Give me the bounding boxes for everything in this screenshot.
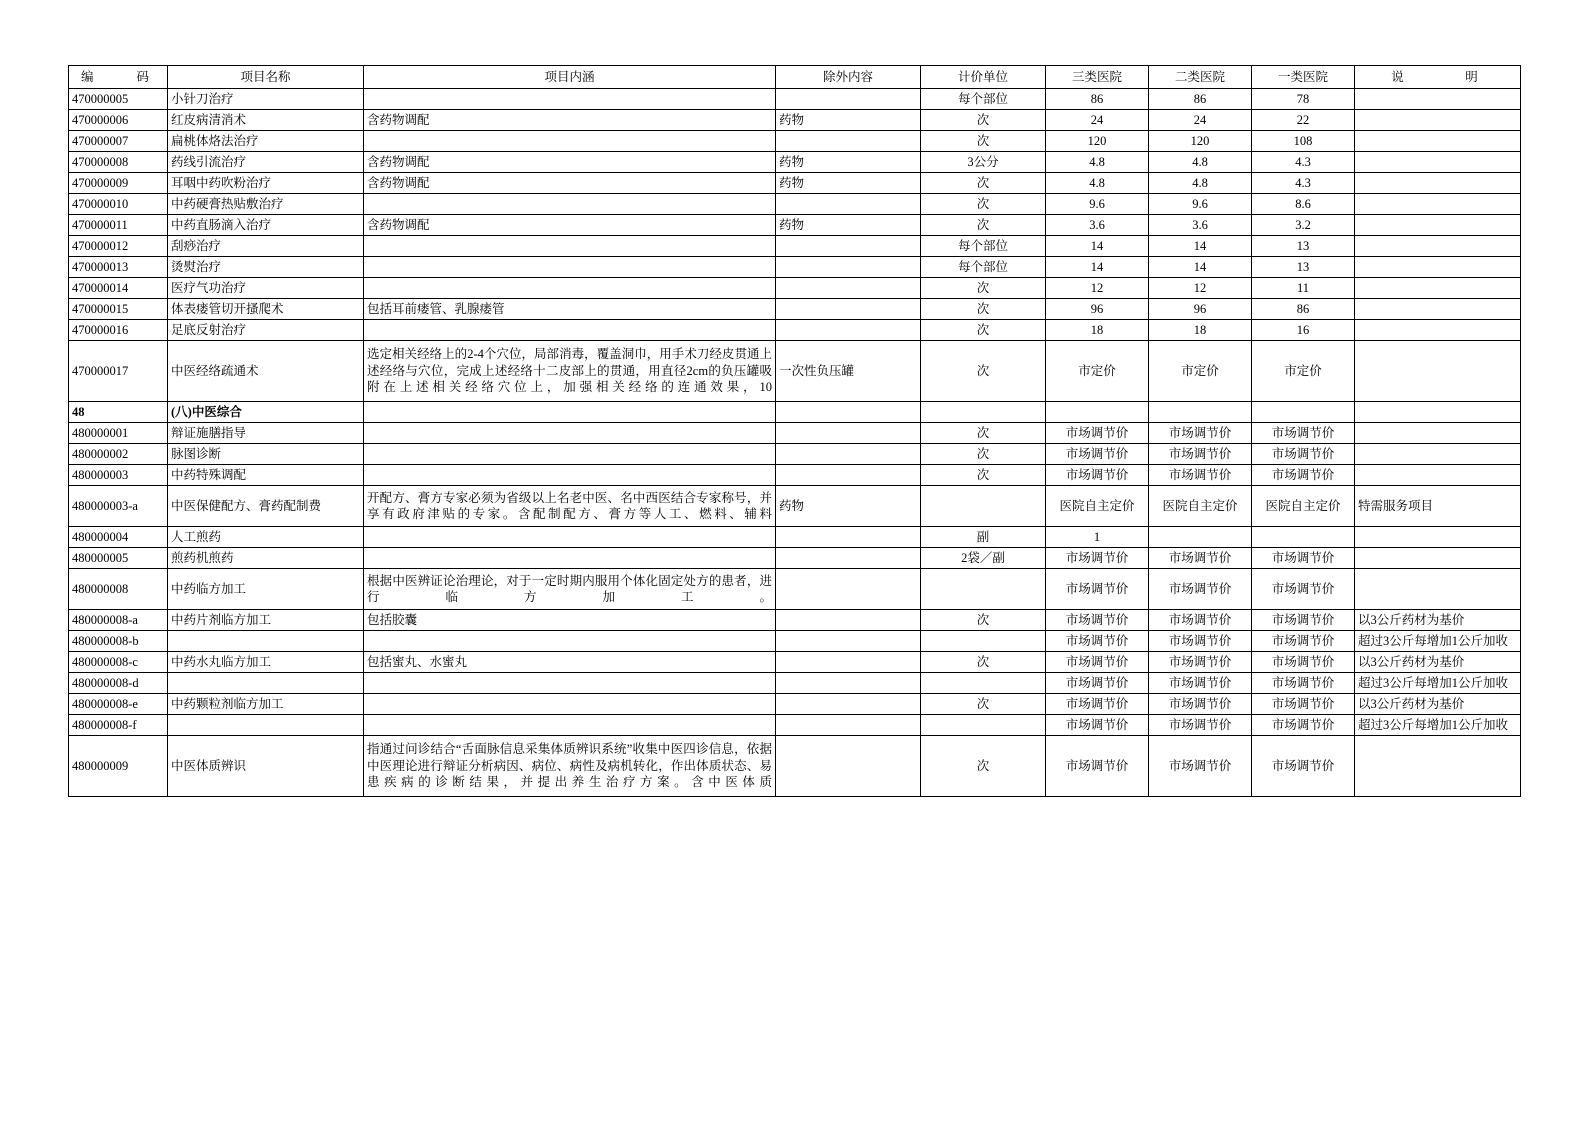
cell-code: 480000009 (69, 736, 168, 797)
cell-connotation (364, 715, 776, 736)
cell-note (1355, 444, 1521, 465)
cell-connotation: 包括胶囊 (364, 610, 776, 631)
cell-note (1355, 131, 1521, 152)
cell-tier3-price: 市场调节价 (1046, 610, 1149, 631)
cell-note (1355, 423, 1521, 444)
cell-note (1355, 299, 1521, 320)
cell-unit: 次 (921, 694, 1046, 715)
cell-code: 480000008-f (69, 715, 168, 736)
cell-code: 470000007 (69, 131, 168, 152)
cell-tier2-price: 14 (1149, 236, 1252, 257)
cell-connotation (364, 423, 776, 444)
cell-note (1355, 320, 1521, 341)
cell-exclusion (776, 694, 921, 715)
cell-tier2-price: 市场调节价 (1149, 569, 1252, 610)
cell-note: 超过3公斤每增加1公斤加收 (1355, 673, 1521, 694)
cell-note: 超过3公斤每增加1公斤加收 (1355, 715, 1521, 736)
cell-code: 470000014 (69, 278, 168, 299)
cell-code: 470000012 (69, 236, 168, 257)
cell-tier1-price: 22 (1252, 110, 1355, 131)
cell-exclusion (776, 465, 921, 486)
cell-tier3-price: 96 (1046, 299, 1149, 320)
cell-tier1-price: 市场调节价 (1252, 465, 1355, 486)
cell-exclusion (776, 652, 921, 673)
cell-name: 扁桃体烙法治疗 (168, 131, 364, 152)
cell-exclusion (776, 548, 921, 569)
table-row (69, 652, 1521, 673)
cell-code: 480000003-a (69, 486, 168, 527)
cell-unit (921, 715, 1046, 736)
cell-tier2-price: 18 (1149, 320, 1252, 341)
cell-tier1-price: 4.3 (1252, 152, 1355, 173)
cell-exclusion (776, 736, 921, 797)
cell-tier2-price: 市场调节价 (1149, 548, 1252, 569)
cell-code: 470000015 (69, 299, 168, 320)
cell-code: 480000008-e (69, 694, 168, 715)
cell-code: 480000003 (69, 465, 168, 486)
cell-tier2-price: 市场调节价 (1149, 465, 1252, 486)
cell-tier1-price: 78 (1252, 89, 1355, 110)
cell-exclusion (776, 131, 921, 152)
cell-connotation (364, 320, 776, 341)
cell-note (1355, 569, 1521, 610)
cell-tier1-price: 16 (1252, 320, 1355, 341)
cell-code: 480000008 (69, 569, 168, 610)
table-row (69, 548, 1521, 569)
cell-connotation (364, 257, 776, 278)
cell-code: 480000008-d (69, 673, 168, 694)
cell-connotation (364, 444, 776, 465)
cell-connotation: 包括耳前瘘管、乳腺瘘管 (364, 299, 776, 320)
cell-unit: 次 (921, 465, 1046, 486)
cell-code: 48 (69, 402, 168, 423)
cell-name: 中药特殊调配 (168, 465, 364, 486)
cell-name: 中药颗粒剂临方加工 (168, 694, 364, 715)
cell-code: 480000002 (69, 444, 168, 465)
cell-tier3-price: 14 (1046, 257, 1149, 278)
cell-tier3-price: 市场调节价 (1046, 694, 1149, 715)
cell-connotation (364, 465, 776, 486)
cell-name: 耳咽中药吹粉治疗 (168, 173, 364, 194)
cell-tier2-price: 市定价 (1149, 341, 1252, 402)
cell-tier1-price: 市场调节价 (1252, 694, 1355, 715)
cell-note (1355, 402, 1521, 423)
table-row (69, 715, 1521, 736)
cell-connotation: 指通过问诊结合“舌面脉信息采集体质辨识系统”收集中医四诊信息，依据中医理论进行辩证分析病因、病位、病性及病机转化，作出体质状态、易患疾病的诊断结果，并提出养生治疗方案。含中医体质 (364, 736, 776, 797)
table-row (69, 694, 1521, 715)
cell-exclusion: 药物 (776, 486, 921, 527)
cell-tier3-price: 市场调节价 (1046, 423, 1149, 444)
cell-exclusion (776, 89, 921, 110)
cell-code: 470000008 (69, 152, 168, 173)
cell-exclusion: 药物 (776, 215, 921, 236)
cell-note: 以3公斤药材为基价 (1355, 652, 1521, 673)
cell-tier2-price: 市场调节价 (1149, 423, 1252, 444)
cell-connotation: 根据中医辨证论治理论，对于一定时期内服用个体化固定处方的患者，进行临方加工。 (364, 569, 776, 610)
table-row (69, 236, 1521, 257)
cell-unit: 次 (921, 278, 1046, 299)
table-row (69, 736, 1521, 797)
cell-name: 脉图诊断 (168, 444, 364, 465)
table-row (69, 631, 1521, 652)
cell-tier2-price: 96 (1149, 299, 1252, 320)
cell-note: 特需服务项目 (1355, 486, 1521, 527)
cell-connotation (364, 631, 776, 652)
cell-exclusion (776, 673, 921, 694)
cell-connotation (364, 694, 776, 715)
cell-tier2-price: 市场调节价 (1149, 673, 1252, 694)
cell-unit: 次 (921, 652, 1046, 673)
cell-exclusion (776, 320, 921, 341)
cell-note (1355, 194, 1521, 215)
cell-name: 人工煎药 (168, 527, 364, 548)
cell-exclusion (776, 423, 921, 444)
cell-tier3-price: 市定价 (1046, 341, 1149, 402)
cell-tier1-price: 3.2 (1252, 215, 1355, 236)
cell-note: 超过3公斤每增加1公斤加收 (1355, 631, 1521, 652)
cell-tier3-price: 市场调节价 (1046, 715, 1149, 736)
cell-code: 480000004 (69, 527, 168, 548)
cell-exclusion (776, 236, 921, 257)
cell-connotation: 含药物调配 (364, 215, 776, 236)
cell-name: 中药水丸临方加工 (168, 652, 364, 673)
cell-connotation (364, 673, 776, 694)
cell-tier2-price: 14 (1149, 257, 1252, 278)
cell-tier2-price: 86 (1149, 89, 1252, 110)
cell-tier1-price: 市场调节价 (1252, 423, 1355, 444)
cell-name: 辩证施膳指导 (168, 423, 364, 444)
cell-exclusion (776, 527, 921, 548)
cell-tier1-price (1252, 402, 1355, 423)
cell-tier2-price: 12 (1149, 278, 1252, 299)
table-row (69, 299, 1521, 320)
table-row (69, 486, 1521, 527)
cell-tier3-price: 4.8 (1046, 173, 1149, 194)
cell-exclusion (776, 194, 921, 215)
cell-name (168, 673, 364, 694)
cell-unit: 次 (921, 194, 1046, 215)
table-row (69, 673, 1521, 694)
cell-tier1-price: 市场调节价 (1252, 652, 1355, 673)
cell-tier3-price: 12 (1046, 278, 1149, 299)
cell-tier1-price: 11 (1252, 278, 1355, 299)
cell-connotation (364, 278, 776, 299)
cell-name: 体表瘘管切开搔爬术 (168, 299, 364, 320)
medical-price-table (68, 65, 1521, 797)
cell-tier2-price: 市场调节价 (1149, 631, 1252, 652)
cell-code: 480000001 (69, 423, 168, 444)
cell-code: 480000008-b (69, 631, 168, 652)
header-note: 说 明 (1355, 66, 1521, 89)
cell-exclusion (776, 631, 921, 652)
cell-connotation: 开配方、膏方专家必须为省级以上名老中医、名中西医结合专家称号，并享有政府津贴的专家。含配制配方、膏方等人工、燃料、辅料 (364, 486, 776, 527)
cell-note (1355, 110, 1521, 131)
cell-tier3-price: 市场调节价 (1046, 736, 1149, 797)
cell-unit (921, 402, 1046, 423)
cell-note (1355, 89, 1521, 110)
cell-exclusion (776, 402, 921, 423)
cell-unit: 次 (921, 320, 1046, 341)
table-row (69, 341, 1521, 402)
cell-tier2-price: 市场调节价 (1149, 610, 1252, 631)
cell-note (1355, 278, 1521, 299)
cell-note (1355, 341, 1521, 402)
table-header (69, 66, 1521, 89)
cell-tier1-price: 医院自主定价 (1252, 486, 1355, 527)
cell-tier3-price: 市场调节价 (1046, 548, 1149, 569)
cell-note (1355, 736, 1521, 797)
cell-name: 煎药机煎药 (168, 548, 364, 569)
table-row (69, 173, 1521, 194)
cell-exclusion (776, 257, 921, 278)
cell-tier3-price: 120 (1046, 131, 1149, 152)
header-exclusion: 除外内容 (776, 66, 921, 89)
cell-exclusion (776, 610, 921, 631)
cell-unit: 次 (921, 215, 1046, 236)
cell-tier1-price: 8.6 (1252, 194, 1355, 215)
cell-tier1-price (1252, 527, 1355, 548)
cell-exclusion (776, 299, 921, 320)
cell-unit: 次 (921, 736, 1046, 797)
cell-note (1355, 548, 1521, 569)
cell-connotation (364, 236, 776, 257)
cell-tier3-price: 86 (1046, 89, 1149, 110)
table-row (69, 423, 1521, 444)
table-row (69, 320, 1521, 341)
cell-tier2-price: 4.8 (1149, 152, 1252, 173)
header-row (69, 66, 1521, 89)
cell-tier2-price: 市场调节价 (1149, 694, 1252, 715)
header-tier1: 一类医院 (1252, 66, 1355, 89)
cell-name: 中医保健配方、膏药配制费 (168, 486, 364, 527)
cell-tier1-price: 市场调节价 (1252, 673, 1355, 694)
cell-name: 中药临方加工 (168, 569, 364, 610)
cell-name: 药线引流治疗 (168, 152, 364, 173)
cell-exclusion: 一次性负压罐 (776, 341, 921, 402)
table-row (69, 465, 1521, 486)
cell-note (1355, 257, 1521, 278)
cell-unit: 次 (921, 444, 1046, 465)
cell-unit: 次 (921, 423, 1046, 444)
cell-note: 以3公斤药材为基价 (1355, 610, 1521, 631)
cell-unit (921, 673, 1046, 694)
cell-code: 470000009 (69, 173, 168, 194)
cell-name (168, 631, 364, 652)
cell-unit: 副 (921, 527, 1046, 548)
table-row (69, 110, 1521, 131)
cell-tier3-price: 3.6 (1046, 215, 1149, 236)
cell-note (1355, 236, 1521, 257)
cell-unit: 2袋／副 (921, 548, 1046, 569)
header-connotation: 项目内涵 (364, 66, 776, 89)
cell-name: 中医经络疏通术 (168, 341, 364, 402)
table-row (69, 194, 1521, 215)
cell-tier3-price: 1 (1046, 527, 1149, 548)
cell-note: 以3公斤药材为基价 (1355, 694, 1521, 715)
cell-connotation: 选定相关经络上的2-4个穴位，局部消毒，覆盖洞巾，用手术刀经皮贯通上述经络与穴位，完成上述经络十二皮部上的贯通，用直径2cm的负压罐吸附在上述相关经络穴位上，加强相关经络的连通效果，10 (364, 341, 776, 402)
cell-unit (921, 486, 1046, 527)
cell-note (1355, 215, 1521, 236)
cell-exclusion (776, 715, 921, 736)
cell-unit: 次 (921, 341, 1046, 402)
cell-unit: 次 (921, 173, 1046, 194)
cell-tier1-price: 108 (1252, 131, 1355, 152)
cell-exclusion: 药物 (776, 173, 921, 194)
cell-code: 470000010 (69, 194, 168, 215)
cell-code: 480000008-c (69, 652, 168, 673)
cell-connotation: 包括蜜丸、水蜜丸 (364, 652, 776, 673)
header-tier3: 三类医院 (1046, 66, 1149, 89)
cell-unit (921, 569, 1046, 610)
cell-tier3-price: 医院自主定价 (1046, 486, 1149, 527)
cell-unit: 每个部位 (921, 236, 1046, 257)
cell-code: 470000005 (69, 89, 168, 110)
cell-code: 480000005 (69, 548, 168, 569)
table-row (69, 89, 1521, 110)
cell-connotation: 含药物调配 (364, 173, 776, 194)
cell-tier3-price: 市场调节价 (1046, 673, 1149, 694)
cell-connotation (364, 89, 776, 110)
cell-note (1355, 465, 1521, 486)
cell-tier2-price: 24 (1149, 110, 1252, 131)
cell-name: (八)中医综合 (168, 402, 364, 423)
cell-tier1-price: 4.3 (1252, 173, 1355, 194)
header-tier2: 二类医院 (1149, 66, 1252, 89)
cell-unit: 次 (921, 299, 1046, 320)
cell-name (168, 715, 364, 736)
cell-tier1-price: 13 (1252, 236, 1355, 257)
cell-tier3-price (1046, 402, 1149, 423)
cell-connotation (364, 402, 776, 423)
cell-tier3-price: 18 (1046, 320, 1149, 341)
cell-unit: 3公分 (921, 152, 1046, 173)
table-row (69, 152, 1521, 173)
cell-code: 470000006 (69, 110, 168, 131)
cell-tier1-price: 86 (1252, 299, 1355, 320)
cell-tier1-price: 市场调节价 (1252, 631, 1355, 652)
cell-tier2-price: 市场调节价 (1149, 444, 1252, 465)
cell-exclusion (776, 444, 921, 465)
header-code: 编 码 (69, 66, 168, 89)
cell-connotation: 含药物调配 (364, 110, 776, 131)
cell-tier2-price: 医院自主定价 (1149, 486, 1252, 527)
header-name: 项目名称 (168, 66, 364, 89)
cell-unit: 每个部位 (921, 257, 1046, 278)
cell-note (1355, 527, 1521, 548)
cell-tier1-price: 市场调节价 (1252, 736, 1355, 797)
cell-tier2-price: 4.8 (1149, 173, 1252, 194)
cell-connotation (364, 194, 776, 215)
cell-exclusion: 药物 (776, 110, 921, 131)
cell-name: 小针刀治疗 (168, 89, 364, 110)
table-body (69, 89, 1521, 797)
cell-tier1-price: 市场调节价 (1252, 548, 1355, 569)
cell-tier3-price: 24 (1046, 110, 1149, 131)
cell-exclusion (776, 278, 921, 299)
cell-code: 470000011 (69, 215, 168, 236)
cell-tier1-price: 市场调节价 (1252, 715, 1355, 736)
table-row (69, 257, 1521, 278)
cell-tier2-price: 市场调节价 (1149, 715, 1252, 736)
cell-name: 中医体质辨识 (168, 736, 364, 797)
cell-name: 中药硬膏热贴敷治疗 (168, 194, 364, 215)
cell-unit: 次 (921, 610, 1046, 631)
cell-name: 中药片剂临方加工 (168, 610, 364, 631)
cell-name: 红皮病清消术 (168, 110, 364, 131)
table-row (69, 131, 1521, 152)
cell-tier3-price: 14 (1046, 236, 1149, 257)
cell-name: 足底反射治疗 (168, 320, 364, 341)
cell-tier2-price: 9.6 (1149, 194, 1252, 215)
cell-connotation (364, 527, 776, 548)
cell-tier3-price: 4.8 (1046, 152, 1149, 173)
cell-exclusion (776, 569, 921, 610)
cell-tier2-price (1149, 527, 1252, 548)
cell-code: 470000016 (69, 320, 168, 341)
cell-unit: 次 (921, 131, 1046, 152)
cell-tier2-price: 市场调节价 (1149, 736, 1252, 797)
cell-name: 中药直肠滴入治疗 (168, 215, 364, 236)
cell-tier3-price: 市场调节价 (1046, 444, 1149, 465)
cell-code: 470000017 (69, 341, 168, 402)
cell-code: 470000013 (69, 257, 168, 278)
cell-tier3-price: 市场调节价 (1046, 652, 1149, 673)
header-unit: 计价单位 (921, 66, 1046, 89)
cell-note (1355, 152, 1521, 173)
cell-tier2-price (1149, 402, 1252, 423)
cell-tier2-price: 3.6 (1149, 215, 1252, 236)
table-row (69, 215, 1521, 236)
cell-connotation (364, 131, 776, 152)
cell-connotation (364, 548, 776, 569)
cell-note (1355, 173, 1521, 194)
cell-tier1-price: 市场调节价 (1252, 569, 1355, 610)
cell-unit (921, 631, 1046, 652)
cell-tier3-price: 9.6 (1046, 194, 1149, 215)
cell-unit: 每个部位 (921, 89, 1046, 110)
cell-name: 烫熨治疗 (168, 257, 364, 278)
table-row (69, 402, 1521, 423)
cell-tier1-price: 市场调节价 (1252, 610, 1355, 631)
cell-code: 480000008-a (69, 610, 168, 631)
cell-tier3-price: 市场调节价 (1046, 465, 1149, 486)
cell-name: 医疗气功治疗 (168, 278, 364, 299)
cell-tier1-price: 13 (1252, 257, 1355, 278)
cell-tier2-price: 市场调节价 (1149, 652, 1252, 673)
cell-tier1-price: 市定价 (1252, 341, 1355, 402)
table-row (69, 278, 1521, 299)
cell-tier3-price: 市场调节价 (1046, 569, 1149, 610)
cell-tier1-price: 市场调节价 (1252, 444, 1355, 465)
table-row (69, 527, 1521, 548)
cell-tier3-price: 市场调节价 (1046, 631, 1149, 652)
cell-exclusion: 药物 (776, 152, 921, 173)
cell-connotation: 含药物调配 (364, 152, 776, 173)
table-row (69, 569, 1521, 610)
table-row (69, 610, 1521, 631)
price-list-page (68, 65, 1520, 797)
cell-name: 刮痧治疗 (168, 236, 364, 257)
table-row (69, 444, 1521, 465)
cell-tier2-price: 120 (1149, 131, 1252, 152)
cell-unit: 次 (921, 110, 1046, 131)
